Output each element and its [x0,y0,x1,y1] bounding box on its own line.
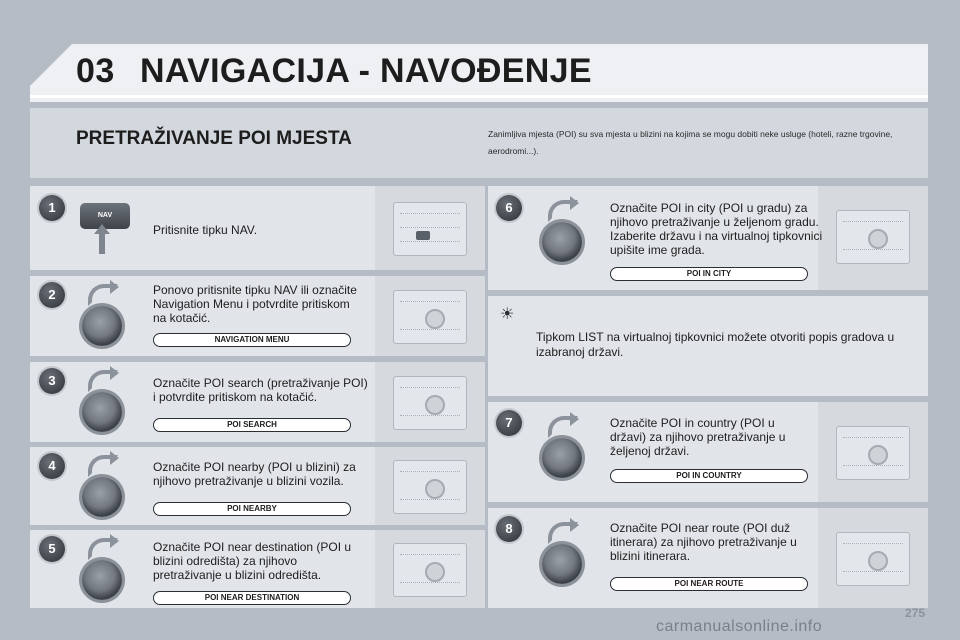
page-number: 275 [905,606,926,620]
step-8-badge: 8 [496,516,522,542]
step-8-menu-label: POI NEAR ROUTE [610,577,808,591]
nav-key-icon: NAV [80,203,130,229]
step-5-text: Označite POI near destination (POI u blizini odredišta) za njihovo pretraživanje u blizini odredišta. [153,540,352,582]
page-title: NAVIGACIJA - NAVOĐENJE [140,52,592,90]
rotary-knob-icon [542,544,582,584]
step-7-menu-label: POI IN COUNTRY [610,469,808,483]
step-7-text: Označite POI in country (POI u državi) za njihovo pretraživanje u željenoj državi. [610,416,786,458]
step-6-badge: 6 [496,195,522,221]
step-3-menu-label: POI SEARCH [153,418,351,432]
section-subtitle: PRETRAŽIVANJE POI MJESTA [76,128,352,149]
rotary-knob-icon [542,438,582,478]
tip-sun-icon: ☀ [500,306,515,323]
step-7-badge: 7 [496,410,522,436]
step-3-text: Označite POI search (pretraživanje POI) i potvrdite pritiskom na kotačić. [153,376,368,404]
rotary-knob-icon [82,392,122,432]
step-2-text: Ponovo pritisnite tipku NAV ili označite Navigation Menu i potvrdite pritiskom na kotačić. [153,283,357,325]
chapter-number: 03 [76,52,115,90]
step-4-text: Označite POI nearby (POI u blizini) za njihovo pretraživanje u blizini vozila. [153,460,356,488]
rotary-knob-icon [82,306,122,346]
step-2-menu-label: NAVIGATION MENU [153,333,351,347]
tip-text: Tipkom LIST na virtualnoj tipkovnici možete otvoriti popis gradova u izabranoj državi. [536,330,895,359]
step-4-badge: 4 [39,453,65,479]
step-5-badge: 5 [39,536,65,562]
rotary-knob-icon [542,222,582,262]
step-1-badge: 1 [39,195,65,221]
step-6-text: Označite POI in city (POI u gradu) za njihovo pretraživanje u željenom gradu. Izaberite državu i na virtualnoj tipkovnici upišite ime grada. [610,201,823,257]
step-1-text: Pritisnite tipku NAV. [153,223,258,237]
step-3-badge: 3 [39,368,65,394]
intro-text: Zanimljiva mjesta (POI) su sva mjesta u blizini na kojima se mogu dobiti neke usluge (hoteli, razne trgovine, aerodromi...). [488,129,893,156]
step-6-menu-label: POI IN CITY [610,267,808,281]
press-arrow-head-icon [94,224,110,234]
radio-thumbnail [375,186,485,270]
step-2-badge: 2 [39,282,65,308]
watermark: carmanualsonline.info [656,618,823,635]
step-4-menu-label: POI NEARBY [153,502,351,516]
press-arrow-icon [99,232,105,254]
rotary-knob-icon [82,560,122,600]
step-5-menu-label: POI NEAR DESTINATION [153,591,351,605]
rotary-knob-icon [82,477,122,517]
step-8-text: Označite POI near route (POI duž itinerara) za njihovo pretraživanje u blizini itinerara. [610,521,797,563]
